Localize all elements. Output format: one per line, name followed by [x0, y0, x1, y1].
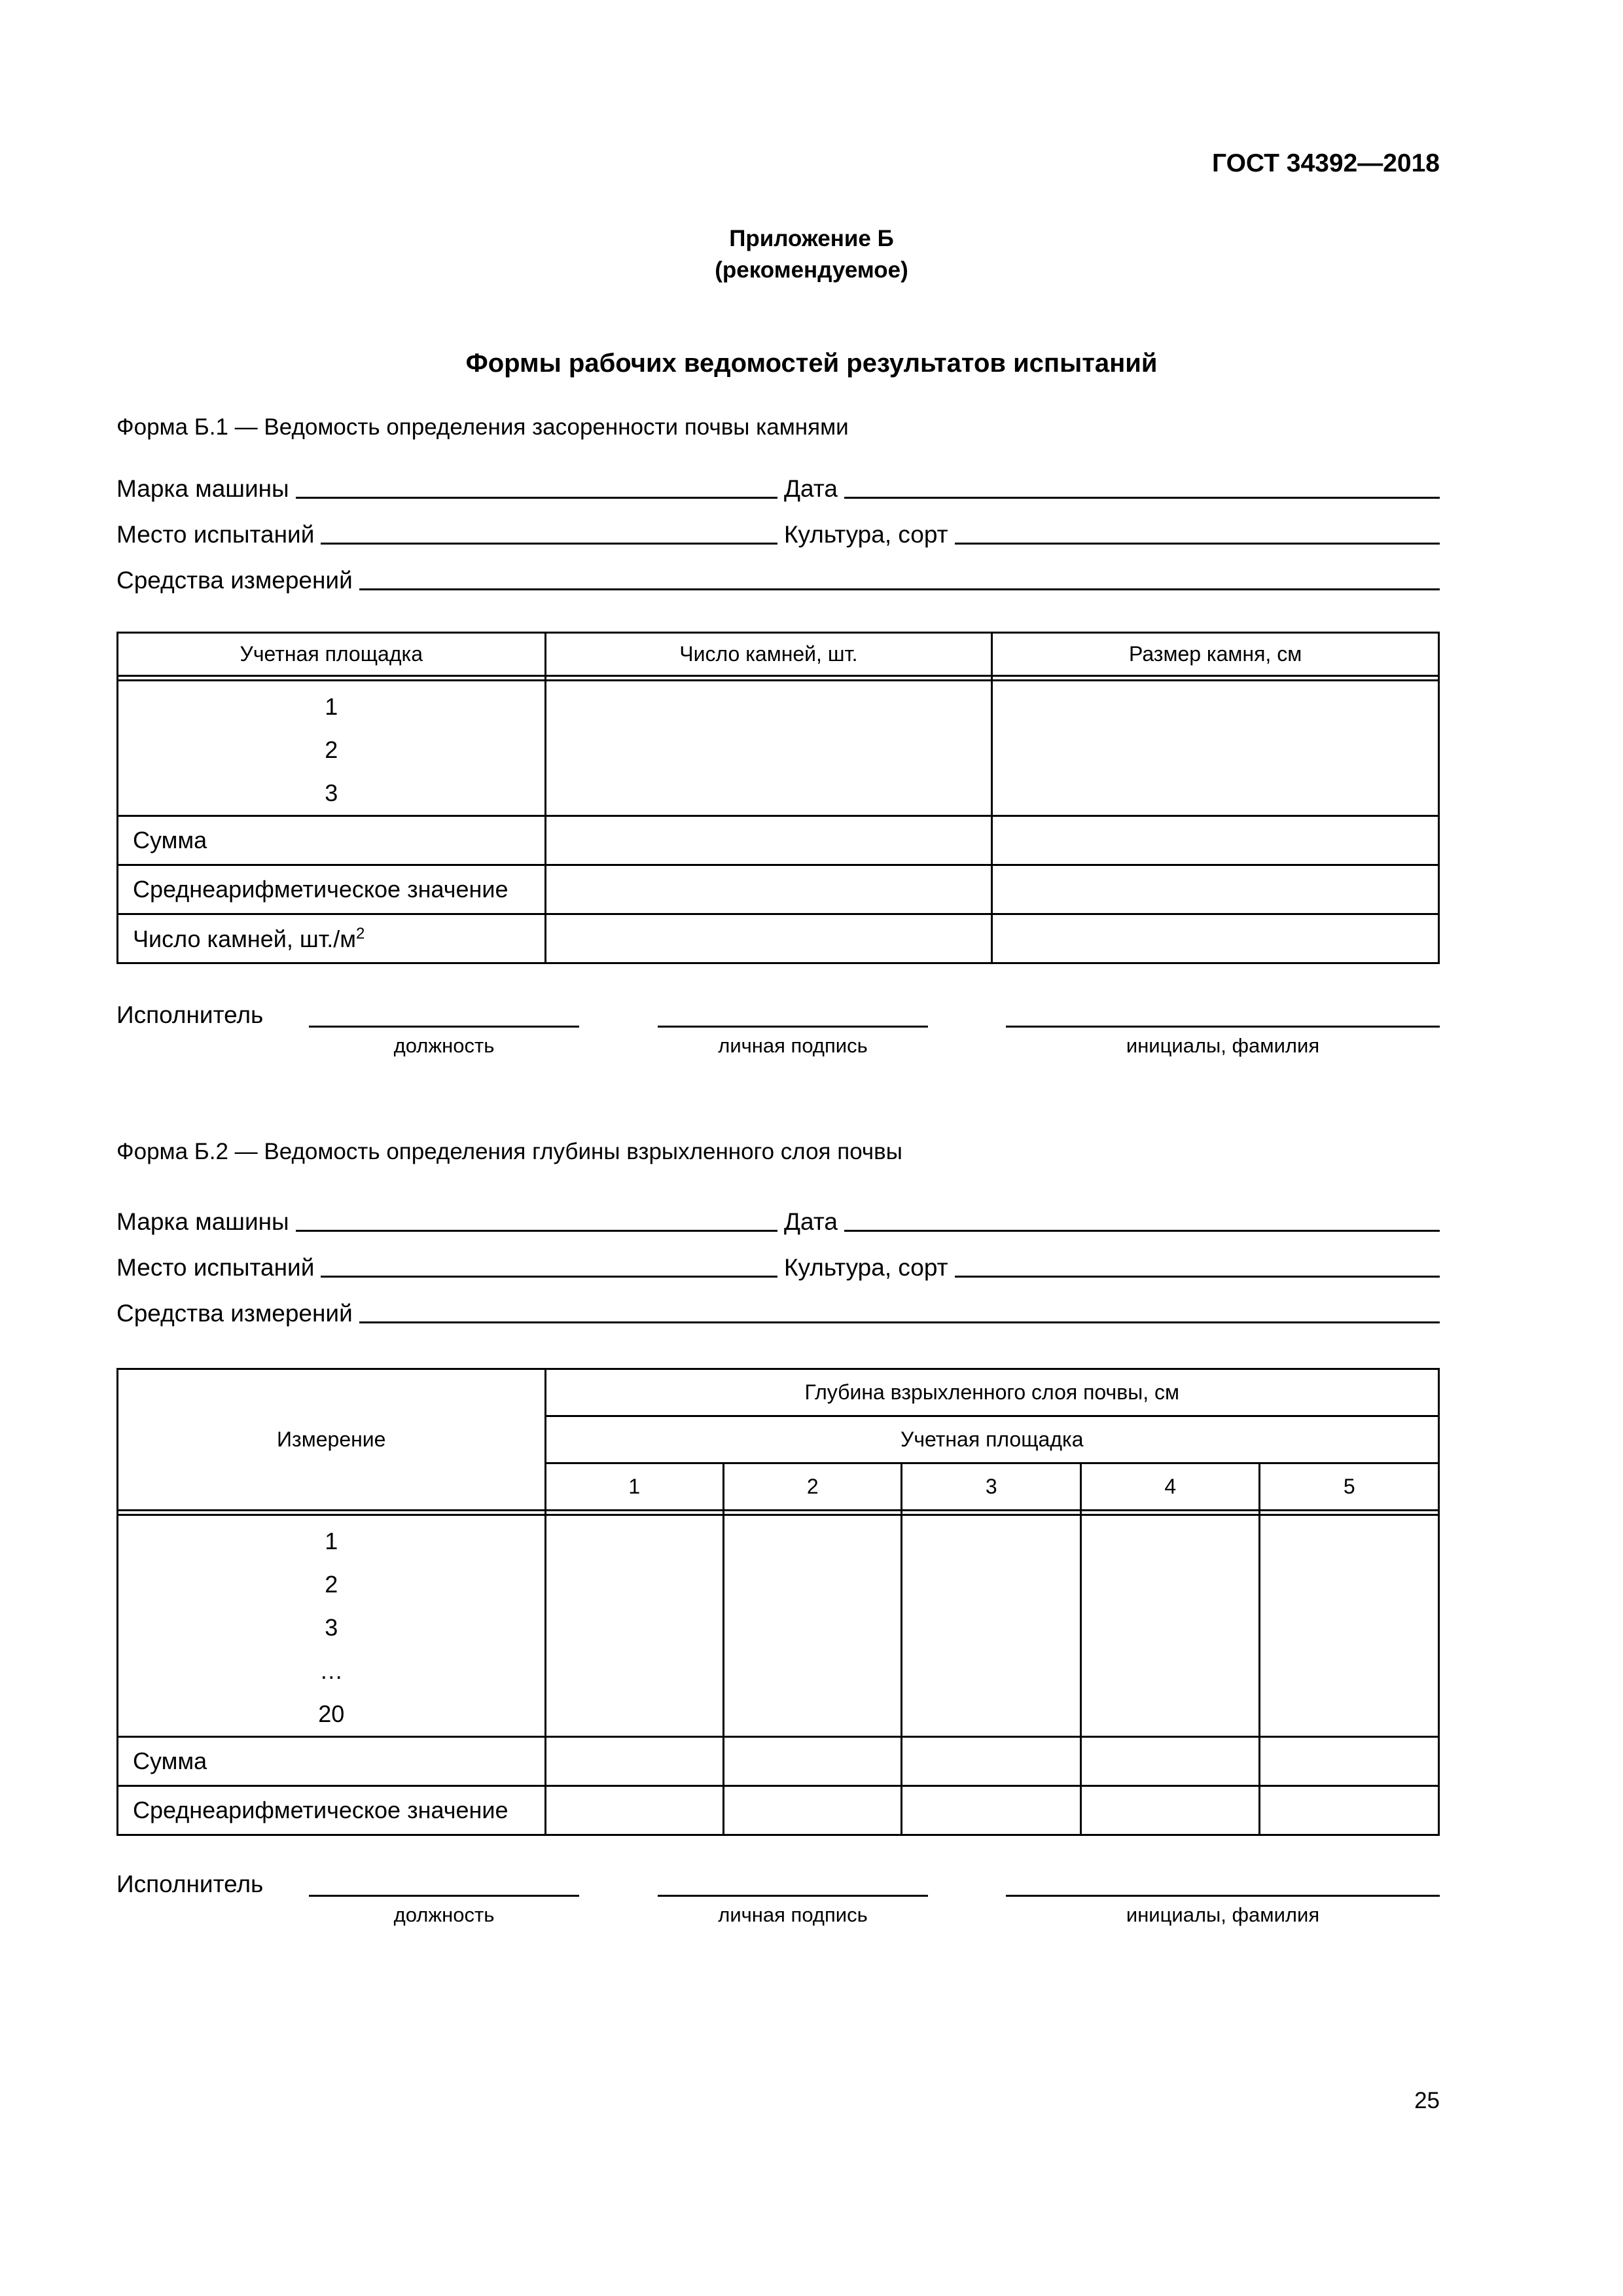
form1-mean-size-cell[interactable] — [992, 865, 1439, 914]
table-row-number: 2 — [325, 736, 338, 763]
form1-instruments-line[interactable] — [359, 588, 1440, 590]
form2-signature-line[interactable] — [658, 1895, 928, 1897]
form2-machine-label: Марка машины — [116, 1208, 289, 1235]
form2-date-line[interactable] — [844, 1230, 1440, 1232]
form2-mean-cell[interactable] — [724, 1786, 902, 1835]
page-number: 25 — [1414, 2088, 1440, 2113]
form2-plot-number: 3 — [902, 1463, 1080, 1511]
table-row-number: 2 — [325, 1571, 338, 1598]
form1-signature-caption: личная подпись — [718, 1034, 868, 1057]
form2-data-cell[interactable] — [1260, 1515, 1439, 1737]
form1-position-caption: должность — [393, 1034, 495, 1057]
form2-place-field[interactable] — [116, 1250, 777, 1282]
table-row-number: 1 — [325, 693, 338, 720]
form2-data-cell[interactable] — [545, 1515, 723, 1737]
form2-sum-cell[interactable] — [1080, 1737, 1259, 1786]
form2-sum-cell[interactable] — [902, 1737, 1080, 1786]
form2-data-cell[interactable] — [902, 1515, 1080, 1737]
form1-density-label — [118, 914, 546, 963]
form2-data-cell[interactable] — [724, 1515, 902, 1737]
form2-date-label: Дата — [784, 1208, 838, 1235]
table-row-number: … — [319, 1657, 344, 1684]
form2-place-label: Место испытаний — [116, 1254, 315, 1281]
form1-machine-field[interactable] — [116, 471, 777, 503]
form1-sum-label: Сумма — [118, 816, 546, 865]
form1-density-sup: 2 — [356, 924, 365, 942]
form2-mean-cell[interactable] — [545, 1786, 723, 1835]
form1-name-caption: инициалы, фамилия — [1126, 1034, 1320, 1057]
form2-mean-cell[interactable] — [1260, 1786, 1439, 1835]
form2-table — [116, 1368, 1440, 1836]
form1-place-line[interactable] — [321, 543, 777, 545]
form1-header-count: Число камней, шт. — [545, 633, 992, 676]
form1-sum-count-cell[interactable] — [545, 816, 992, 865]
form2-place-line[interactable] — [321, 1276, 777, 1278]
form1-row-numbers — [118, 681, 546, 816]
form2-machine-field[interactable] — [116, 1204, 777, 1236]
form1-density-size-cell[interactable] — [992, 914, 1439, 963]
document-code: ГОСТ 34392—2018 — [1212, 149, 1440, 177]
form1-mean-label: Среднеарифметическое значение — [118, 865, 546, 914]
form1-executor-label: Исполнитель — [116, 1001, 264, 1028]
form2-name-caption: инициалы, фамилия — [1126, 1903, 1320, 1926]
table-row-number: 1 — [325, 1528, 338, 1554]
form2-sum-cell[interactable] — [724, 1737, 902, 1786]
form1-machine-label: Марка машины — [116, 475, 289, 502]
form1-place-field[interactable] — [116, 517, 777, 548]
form1-date-field[interactable] — [784, 471, 1440, 503]
form2-plot-number: 4 — [1080, 1463, 1259, 1511]
form2-mean-cell[interactable] — [1080, 1786, 1259, 1835]
form2-executor-label: Исполнитель — [116, 1871, 264, 1897]
form1-instruments-label: Средства измерений — [116, 567, 353, 594]
form1-machine-line[interactable] — [296, 497, 777, 499]
form2-mean-cell[interactable] — [902, 1786, 1080, 1835]
form1-mean-count-cell[interactable] — [545, 865, 992, 914]
form1-signature-line[interactable] — [658, 1026, 928, 1028]
form1-count-cell[interactable] — [545, 681, 992, 816]
form1-place-label: Место испытаний — [116, 521, 315, 548]
form1-culture-line[interactable] — [955, 543, 1440, 545]
form1-table — [116, 632, 1440, 964]
form2-name-line[interactable] — [1006, 1895, 1440, 1897]
form2-culture-field[interactable] — [784, 1250, 1440, 1282]
appendix-title: Приложение Б — [729, 226, 894, 251]
form2-sum-cell[interactable] — [545, 1737, 723, 1786]
form2-mean-label: Среднеарифметическое значение — [118, 1786, 546, 1835]
form1-caption: Форма Б.1 — Ведомость определения засоренности почвы камнями — [116, 414, 849, 440]
form1-instruments-field[interactable] — [116, 563, 1440, 594]
form1-culture-field[interactable] — [784, 517, 1440, 548]
form1-size-cell[interactable] — [992, 681, 1439, 816]
form1-density-count-cell[interactable] — [545, 914, 992, 963]
form2-position-caption: должность — [393, 1903, 495, 1926]
page-title: Формы рабочих ведомостей результатов испытаний — [465, 349, 1158, 378]
form2-header-plot: Учетная площадка — [545, 1416, 1438, 1463]
form1-date-label: Дата — [784, 475, 838, 502]
form2-date-field[interactable] — [784, 1204, 1440, 1236]
form1-header-plot: Учетная площадка — [118, 633, 546, 676]
form2-header-depth: Глубина взрыхленного слоя почвы, см — [545, 1369, 1438, 1416]
form2-instruments-field[interactable] — [116, 1296, 1440, 1327]
form2-caption: Форма Б.2 — Ведомость определения глубины взрыхленного слоя почвы — [116, 1139, 902, 1164]
form2-culture-line[interactable] — [955, 1276, 1440, 1278]
form1-culture-label: Культура, сорт — [784, 521, 948, 548]
form2-instruments-line[interactable] — [359, 1321, 1440, 1323]
form1-name-line[interactable] — [1006, 1026, 1440, 1028]
form2-row-numbers — [118, 1515, 546, 1737]
form2-signature-caption: личная подпись — [718, 1903, 868, 1926]
form2-sum-label: Сумма — [118, 1737, 546, 1786]
table-row-number: 3 — [325, 780, 338, 806]
form2-sum-cell[interactable] — [1260, 1737, 1439, 1786]
form1-sum-size-cell[interactable] — [992, 816, 1439, 865]
form1-header-size: Размер камня, см — [992, 633, 1439, 676]
table-row-number: 20 — [318, 1700, 345, 1727]
table-row-number: 3 — [325, 1614, 338, 1641]
form2-culture-label: Культура, сорт — [784, 1254, 948, 1281]
form2-header-measure: Измерение — [118, 1369, 546, 1511]
form1-date-line[interactable] — [844, 497, 1440, 499]
form2-plot-number: 5 — [1260, 1463, 1439, 1511]
form2-data-cell[interactable] — [1080, 1515, 1259, 1737]
form2-plot-number: 2 — [724, 1463, 902, 1511]
form2-machine-line[interactable] — [296, 1230, 777, 1232]
form1-position-line[interactable] — [309, 1026, 579, 1028]
form1-density-text: Число камней, шт./м — [133, 925, 356, 952]
form2-position-line[interactable] — [309, 1895, 579, 1897]
appendix-subtitle: (рекомендуемое) — [715, 257, 908, 283]
form2-plot-number: 1 — [545, 1463, 723, 1511]
form2-instruments-label: Средства измерений — [116, 1300, 353, 1327]
